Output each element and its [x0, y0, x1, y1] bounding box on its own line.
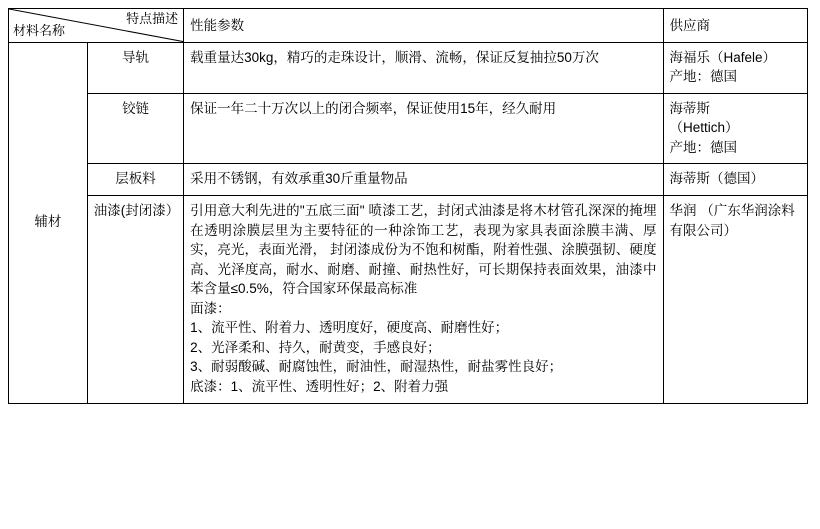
supplier-line: （Hettich）: [669, 120, 739, 136]
material-specification-table: [8, 8, 808, 404]
row-name-guide-rail: 导轨: [87, 42, 183, 93]
table-row: [9, 42, 808, 93]
table-row: [9, 164, 808, 196]
supplier-line: 产地：德国: [669, 139, 737, 155]
row-name-hinge: 铰链: [87, 93, 183, 164]
document-page: [0, 8, 820, 529]
params-paragraph: 3、耐弱酸碱、耐腐蚀性，耐油性，耐湿热性，耐盐雾性良好；: [190, 359, 563, 375]
row-params-hinge: [184, 93, 663, 164]
params-paragraph: 2、光泽柔和、持久，耐黄变，手感良好；: [190, 339, 441, 355]
row-supplier-shelf-material: [663, 164, 808, 196]
row-name-shelf-material: 层板料: [87, 164, 183, 196]
params-paragraph: 载重量达30kg，精巧的走珠设计，顺滑、流畅，保证反复抽拉50万次: [190, 49, 599, 65]
material-group-cell: 辅材: [9, 42, 88, 403]
header-material-label: 材料名称: [13, 22, 66, 38]
row-supplier-hinge: [663, 93, 808, 164]
supplier-line: 海福乐（Hafele）: [669, 49, 777, 65]
params-paragraph: 引用意大利先进的"五底三面" 喷漆工艺，封闭式油漆是将木材管孔深深的掩埋在透明涂膜层里为主要特征的一种涂饰工艺，表现为家具表面涂膜丰满、厚实，亮光，表面光滑， 封闭漆成份为不饱和树酯，附着性强、涂膜强韧、硬度高、光泽度高，耐水、耐磨、耐撞、耐热性好，可长期保持表面效果，油漆中苯含量≤0.5%，符合国家环保最高标准: [190, 202, 657, 297]
table-header-row: [9, 9, 808, 43]
header-diagonal-cell: [9, 9, 184, 43]
row-supplier-paint: [663, 195, 808, 403]
supplier-line: 海蒂斯（德国）: [669, 171, 764, 187]
row-name-paint: 油漆(封闭漆）: [87, 195, 183, 403]
supplier-line: 海蒂斯: [669, 100, 710, 116]
supplier-line: 华润 （广东华润涂料有限公司）: [669, 202, 795, 238]
params-paragraph: 1、流平性、附着力、透明度好，硬度高、耐磨性好；: [190, 320, 509, 336]
header-feature-label: 特点描述: [126, 11, 179, 26]
header-supplier: 供应商: [663, 9, 808, 43]
params-paragraph: 面漆：: [190, 300, 231, 316]
row-params-shelf-material: [184, 164, 663, 196]
row-supplier-guide-rail: [663, 42, 808, 93]
params-paragraph: 保证一年二十万次以上的闭合频率，保证使用15年，经久耐用: [190, 100, 557, 116]
params-paragraph: 采用不锈钢，有效承重30斤重量物品: [190, 171, 408, 187]
row-params-guide-rail: [184, 42, 663, 93]
header-params: 性能参数: [184, 9, 663, 43]
params-paragraph: 底漆：1、流平性、透明性好；2、附着力强: [190, 379, 449, 394]
row-params-paint: [184, 195, 663, 403]
table-row: [9, 195, 808, 403]
supplier-line: 产地：德国: [669, 69, 737, 85]
table-row: [9, 93, 808, 164]
